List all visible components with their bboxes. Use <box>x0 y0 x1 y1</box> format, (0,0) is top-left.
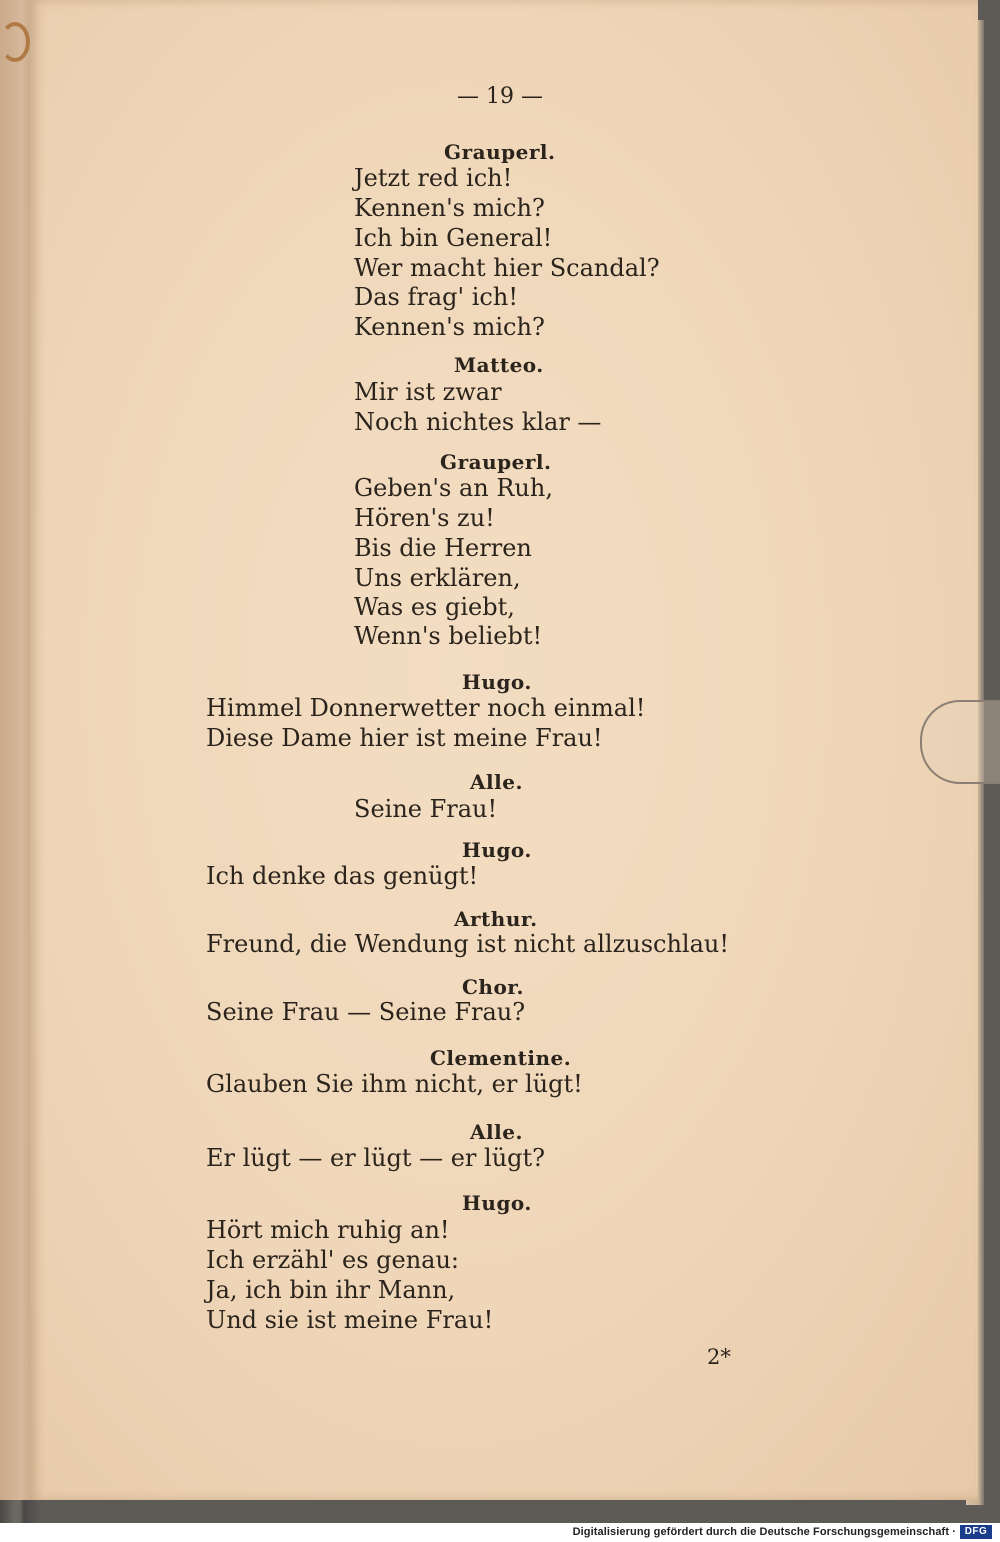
speaker-name: Hugo. <box>462 838 532 862</box>
verse-line: Bis die Herren <box>354 534 532 562</box>
verse-line: Ich bin General! <box>354 224 553 252</box>
signature-mark: 2* <box>707 1345 731 1369</box>
speaker-name: Grauperl. <box>440 450 552 474</box>
verse-line: Seine Frau — Seine Frau? <box>206 998 526 1026</box>
verse-line: Geben's an Ruh, <box>354 474 553 502</box>
speaker-name: Hugo. <box>462 1191 532 1215</box>
verse-line: Was es giebt, <box>354 593 515 621</box>
speaker-name: Grauperl. <box>444 140 556 164</box>
verse-line: Jetzt red ich! <box>354 164 513 192</box>
speaker-name: Alle. <box>470 1120 523 1144</box>
funding-credit: Digitalisierung gefördert durch die Deutsche Forschungsgemeinschaft · <box>572 1526 956 1538</box>
verse-line: Wenn's beliebt! <box>354 622 543 650</box>
verse-line: Ich erzähl' es genau: <box>206 1246 460 1274</box>
verse-line: Mir ist zwar <box>354 378 502 406</box>
speaker-name: Arthur. <box>454 907 538 931</box>
verse-line: Seine Frau! <box>354 795 498 823</box>
verse-line: Ich denke das genügt! <box>206 862 479 890</box>
verse-line: Uns erklären, <box>354 564 521 592</box>
binding-ring <box>0 22 30 62</box>
verse-line: Hört mich ruhig an! <box>206 1216 450 1244</box>
speaker-name: Matteo. <box>454 353 544 377</box>
verse-line: Noch nichtes klar — <box>354 408 602 436</box>
speaker-name: Chor. <box>462 975 524 999</box>
verse-line: Wer macht hier Scandal? <box>354 254 660 282</box>
verse-line: Ja, ich bin ihr Mann, <box>206 1276 456 1304</box>
verse-line: Das frag' ich! <box>354 283 518 311</box>
verse-line: Hören's zu! <box>354 504 495 532</box>
verse-line: Glauben Sie ihm nicht, er lügt! <box>206 1070 583 1098</box>
speaker-name: Clementine. <box>430 1046 572 1070</box>
page-number: — 19 — <box>457 84 543 109</box>
speaker-name: Hugo. <box>462 670 532 694</box>
verse-line: Freund, die Wendung ist nicht allzuschlau! <box>206 930 730 958</box>
speaker-name: Alle. <box>470 770 523 794</box>
verse-line: Er lügt — er lügt — er lügt? <box>206 1144 546 1172</box>
dfg-logo-icon: DFG <box>960 1525 992 1539</box>
verse-line: Und sie ist meine Frau! <box>206 1306 494 1334</box>
verse-line: Diese Dame hier ist meine Frau! <box>206 724 603 752</box>
verse-line: Kennen's mich? <box>354 313 545 341</box>
verse-line: Himmel Donnerwetter noch einmal! <box>206 694 646 722</box>
verse-line: Kennen's mich? <box>354 194 545 222</box>
page-tab-marker <box>920 700 1000 784</box>
